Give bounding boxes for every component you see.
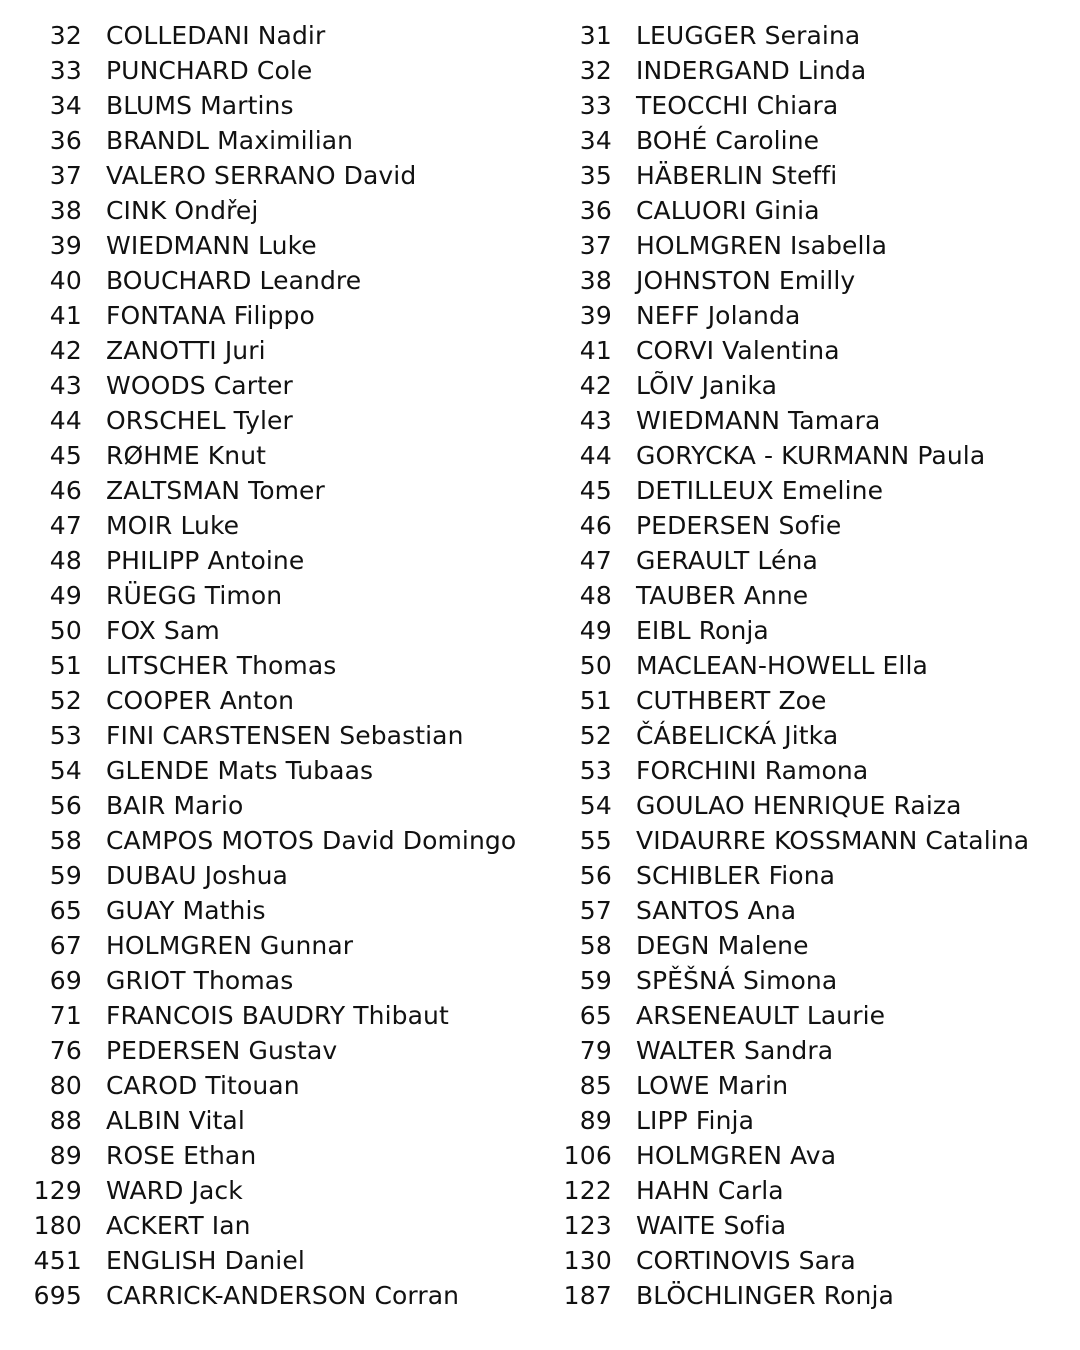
rider-bib-number: 187 [563, 1281, 612, 1310]
start-list-row [14, 53, 540, 88]
start-list-row [540, 753, 1066, 788]
rider-bib-number: 50 [579, 651, 612, 680]
rider-name: BOUCHARD Leandre [106, 266, 362, 295]
rider-name: FORCHINI Ramona [636, 756, 869, 785]
rider-bib-number: 71 [49, 1001, 82, 1030]
rider-name: NEFF Jolanda [636, 301, 801, 330]
start-list-row [14, 298, 540, 333]
rider-bib-number: 46 [579, 511, 612, 540]
start-list-right-column [540, 18, 1066, 1313]
rider-bib-number: 79 [579, 1036, 612, 1065]
rider-name: SCHIBLER Fiona [636, 861, 836, 890]
rider-bib-number: 56 [49, 791, 82, 820]
rider-name: RØHME Knut [106, 441, 267, 470]
start-list-row [14, 1103, 540, 1138]
rider-bib-number: 180 [33, 1211, 82, 1240]
rider-name: CINK Ondřej [106, 196, 259, 225]
rider-name: LOWE Marin [636, 1071, 789, 1100]
rider-bib-number: 38 [579, 266, 612, 295]
rider-bib-number: 34 [49, 91, 82, 120]
start-list-row [14, 648, 540, 683]
start-list-row [14, 18, 540, 53]
start-list-row [14, 1278, 540, 1313]
rider-bib-number: 48 [49, 546, 82, 575]
rider-name: PUNCHARD Cole [106, 56, 313, 85]
start-list-row [540, 578, 1066, 613]
rider-bib-number: 58 [49, 826, 82, 855]
rider-bib-number: 451 [33, 1246, 82, 1275]
start-list-row [540, 333, 1066, 368]
start-list-row [14, 158, 540, 193]
start-list-row [14, 1243, 540, 1278]
rider-name: INDERGAND Linda [636, 56, 867, 85]
rider-bib-number: 76 [49, 1036, 82, 1065]
rider-bib-number: 44 [49, 406, 82, 435]
start-list-row [540, 1033, 1066, 1068]
rider-name: GLENDE Mats Tubaas [106, 756, 374, 785]
rider-name: CALUORI Ginia [636, 196, 820, 225]
start-list-row [540, 368, 1066, 403]
start-list-row [540, 158, 1066, 193]
start-list-row [540, 53, 1066, 88]
start-list-row [14, 228, 540, 263]
start-list-row [540, 193, 1066, 228]
start-list-row [540, 1103, 1066, 1138]
rider-name: PEDERSEN Gustav [106, 1036, 338, 1065]
start-list-row [540, 543, 1066, 578]
start-list-row [540, 963, 1066, 998]
rider-name: MACLEAN-HOWELL Ella [636, 651, 928, 680]
rider-bib-number: 31 [579, 21, 612, 50]
rider-bib-number: 40 [49, 266, 82, 295]
start-list-row [540, 683, 1066, 718]
start-list-row [14, 1033, 540, 1068]
rider-name: VALERO SERRANO David [106, 161, 417, 190]
rider-name: MOIR Luke [106, 511, 240, 540]
rider-bib-number: 33 [49, 56, 82, 85]
start-list-row [540, 263, 1066, 298]
rider-name: CARRICK-ANDERSON Corran [106, 1281, 460, 1310]
start-list-row [14, 858, 540, 893]
rider-name: LIPP Finja [636, 1106, 755, 1135]
rider-bib-number: 59 [579, 966, 612, 995]
rider-bib-number: 45 [49, 441, 82, 470]
start-list-row [540, 438, 1066, 473]
start-list-row [540, 298, 1066, 333]
rider-bib-number: 41 [49, 301, 82, 330]
start-list-row [14, 928, 540, 963]
rider-bib-number: 69 [49, 966, 82, 995]
rider-bib-number: 65 [49, 896, 82, 925]
rider-name: FOX Sam [106, 616, 220, 645]
rider-bib-number: 65 [579, 1001, 612, 1030]
rider-bib-number: 38 [49, 196, 82, 225]
start-list-row [540, 928, 1066, 963]
rider-bib-number: 56 [579, 861, 612, 890]
start-list-row [540, 998, 1066, 1033]
rider-name: BLÖCHLINGER Ronja [636, 1281, 894, 1310]
start-list-row [540, 1278, 1066, 1313]
rider-name: VIDAURRE KOSSMANN Catalina [636, 826, 1030, 855]
start-list-row [14, 508, 540, 543]
rider-name: BLUMS Martins [106, 91, 294, 120]
start-list-row [540, 648, 1066, 683]
rider-name: WALTER Sandra [636, 1036, 834, 1065]
start-list-row [14, 718, 540, 753]
start-list-row [14, 823, 540, 858]
start-list-row [14, 1068, 540, 1103]
start-list-row [14, 368, 540, 403]
rider-bib-number: 34 [579, 126, 612, 155]
rider-bib-number: 89 [49, 1141, 82, 1170]
rider-name: ARSENEAULT Laurie [636, 1001, 886, 1030]
rider-name: ENGLISH Daniel [106, 1246, 305, 1275]
start-list-row [14, 578, 540, 613]
start-list-row [540, 1243, 1066, 1278]
start-list-row [540, 123, 1066, 158]
rider-name: COLLEDANI Nadir [106, 21, 326, 50]
rider-bib-number: 55 [579, 826, 612, 855]
rider-bib-number: 39 [49, 231, 82, 260]
rider-bib-number: 58 [579, 931, 612, 960]
rider-bib-number: 53 [49, 721, 82, 750]
rider-bib-number: 695 [33, 1281, 82, 1310]
rider-name: JOHNSTON Emilly [636, 266, 856, 295]
rider-bib-number: 54 [49, 756, 82, 785]
rider-name: CAROD Titouan [106, 1071, 300, 1100]
start-list-row [540, 403, 1066, 438]
rider-name: FINI CARSTENSEN Sebastian [106, 721, 464, 750]
rider-bib-number: 32 [49, 21, 82, 50]
rider-bib-number: 43 [579, 406, 612, 435]
start-list-row [540, 613, 1066, 648]
rider-name: DUBAU Joshua [106, 861, 288, 890]
rider-name: ROSE Ethan [106, 1141, 257, 1170]
start-list-row [540, 718, 1066, 753]
rider-bib-number: 32 [579, 56, 612, 85]
rider-name: ČÁBELICKÁ Jitka [636, 721, 839, 750]
rider-name: CORVI Valentina [636, 336, 840, 365]
start-list-row [14, 1173, 540, 1208]
rider-bib-number: 57 [579, 896, 612, 925]
rider-bib-number: 59 [49, 861, 82, 890]
rider-bib-number: 46 [49, 476, 82, 505]
rider-bib-number: 37 [579, 231, 612, 260]
start-list-row [540, 508, 1066, 543]
start-list-row [14, 1208, 540, 1243]
start-list-row [540, 788, 1066, 823]
rider-name: GORYCKA - KURMANN Paula [636, 441, 986, 470]
rider-bib-number: 80 [49, 1071, 82, 1100]
rider-bib-number: 123 [563, 1211, 612, 1240]
rider-bib-number: 130 [563, 1246, 612, 1275]
rider-name: EIBL Ronja [636, 616, 769, 645]
rider-name: ZANOTTI Juri [106, 336, 266, 365]
rider-name: WARD Jack [106, 1176, 243, 1205]
rider-bib-number: 129 [33, 1176, 82, 1205]
start-list-row [540, 18, 1066, 53]
start-list-row [14, 88, 540, 123]
rider-name: CORTINOVIS Sara [636, 1246, 856, 1275]
rider-bib-number: 52 [49, 686, 82, 715]
rider-bib-number: 122 [563, 1176, 612, 1205]
rider-bib-number: 67 [49, 931, 82, 960]
rider-name: RÜEGG Timon [106, 581, 283, 610]
rider-name: LÕIV Janika [636, 371, 778, 400]
rider-bib-number: 37 [49, 161, 82, 190]
rider-bib-number: 49 [579, 616, 612, 645]
start-list-row [14, 963, 540, 998]
rider-name: TEOCCHI Chiara [636, 91, 839, 120]
rider-name: HOLMGREN Gunnar [106, 931, 354, 960]
rider-bib-number: 50 [49, 616, 82, 645]
rider-name: WAITE Sofia [636, 1211, 787, 1240]
rider-name: GOULAO HENRIQUE Raiza [636, 791, 962, 820]
start-list-row [14, 753, 540, 788]
start-list-row [540, 858, 1066, 893]
start-list-row [540, 1208, 1066, 1243]
rider-name: CUTHBERT Zoe [636, 686, 827, 715]
rider-name: DEGN Malene [636, 931, 809, 960]
start-list-row [14, 263, 540, 298]
rider-name: DETILLEUX Emeline [636, 476, 884, 505]
start-list-row [540, 823, 1066, 858]
start-list-row [14, 438, 540, 473]
rider-name: HÄBERLIN Steffi [636, 161, 838, 190]
rider-name: FONTANA Filippo [106, 301, 315, 330]
rider-name: ORSCHEL Tyler [106, 406, 293, 435]
rider-name: GUAY Mathis [106, 896, 266, 925]
rider-bib-number: 44 [579, 441, 612, 470]
rider-bib-number: 39 [579, 301, 612, 330]
rider-name: HOLMGREN Isabella [636, 231, 888, 260]
rider-name: COOPER Anton [106, 686, 295, 715]
start-list-row [540, 228, 1066, 263]
rider-bib-number: 52 [579, 721, 612, 750]
start-list-row [14, 333, 540, 368]
rider-bib-number: 49 [49, 581, 82, 610]
start-list-left-column [14, 18, 540, 1313]
rider-name: CAMPOS MOTOS David Domingo [106, 826, 517, 855]
rider-name: FRANCOIS BAUDRY Thibaut [106, 1001, 449, 1030]
rider-bib-number: 51 [49, 651, 82, 680]
start-list-row [540, 473, 1066, 508]
start-list-row [14, 998, 540, 1033]
rider-name: SPĚŠNÁ Simona [636, 966, 838, 995]
rider-bib-number: 43 [49, 371, 82, 400]
start-list-row [14, 788, 540, 823]
rider-name: TAUBER Anne [636, 581, 809, 610]
start-list-row [540, 1068, 1066, 1103]
rider-name: LITSCHER Thomas [106, 651, 337, 680]
rider-bib-number: 51 [579, 686, 612, 715]
start-list-row [14, 473, 540, 508]
rider-bib-number: 42 [579, 371, 612, 400]
rider-name: WIEDMANN Tamara [636, 406, 881, 435]
rider-bib-number: 47 [579, 546, 612, 575]
rider-name: GRIOT Thomas [106, 966, 294, 995]
rider-bib-number: 54 [579, 791, 612, 820]
rider-name: WIEDMANN Luke [106, 231, 317, 260]
rider-bib-number: 85 [579, 1071, 612, 1100]
rider-bib-number: 88 [49, 1106, 82, 1135]
start-list-row [14, 403, 540, 438]
rider-bib-number: 35 [579, 161, 612, 190]
rider-bib-number: 47 [49, 511, 82, 540]
start-list-row [540, 1138, 1066, 1173]
rider-bib-number: 45 [579, 476, 612, 505]
rider-name: GERAULT Léna [636, 546, 818, 575]
rider-name: BRANDL Maximilian [106, 126, 354, 155]
rider-bib-number: 89 [579, 1106, 612, 1135]
rider-name: LEUGGER Seraina [636, 21, 861, 50]
rider-bib-number: 53 [579, 756, 612, 785]
rider-bib-number: 48 [579, 581, 612, 610]
rider-name: BAIR Mario [106, 791, 244, 820]
start-list-row [14, 613, 540, 648]
rider-name: PEDERSEN Sofie [636, 511, 842, 540]
rider-name: ACKERT Ian [106, 1211, 251, 1240]
start-list-row [540, 893, 1066, 928]
rider-bib-number: 36 [579, 196, 612, 225]
start-list-row [14, 193, 540, 228]
rider-name: WOODS Carter [106, 371, 293, 400]
start-list-row [14, 1138, 540, 1173]
rider-name: ZALTSMAN Tomer [106, 476, 325, 505]
start-list-row [14, 893, 540, 928]
rider-name: PHILIPP Antoine [106, 546, 305, 575]
rider-bib-number: 33 [579, 91, 612, 120]
start-list-row [540, 88, 1066, 123]
rider-name: SANTOS Ana [636, 896, 797, 925]
rider-bib-number: 42 [49, 336, 82, 365]
rider-name: BOHÉ Caroline [636, 126, 820, 155]
start-list-row [14, 123, 540, 158]
start-list-row [14, 543, 540, 578]
rider-bib-number: 41 [579, 336, 612, 365]
start-list-row [14, 683, 540, 718]
rider-name: HAHN Carla [636, 1176, 784, 1205]
rider-name: HOLMGREN Ava [636, 1141, 837, 1170]
start-list-row [540, 1173, 1066, 1208]
rider-name: ALBIN Vital [106, 1106, 245, 1135]
rider-bib-number: 36 [49, 126, 82, 155]
rider-bib-number: 106 [563, 1141, 612, 1170]
